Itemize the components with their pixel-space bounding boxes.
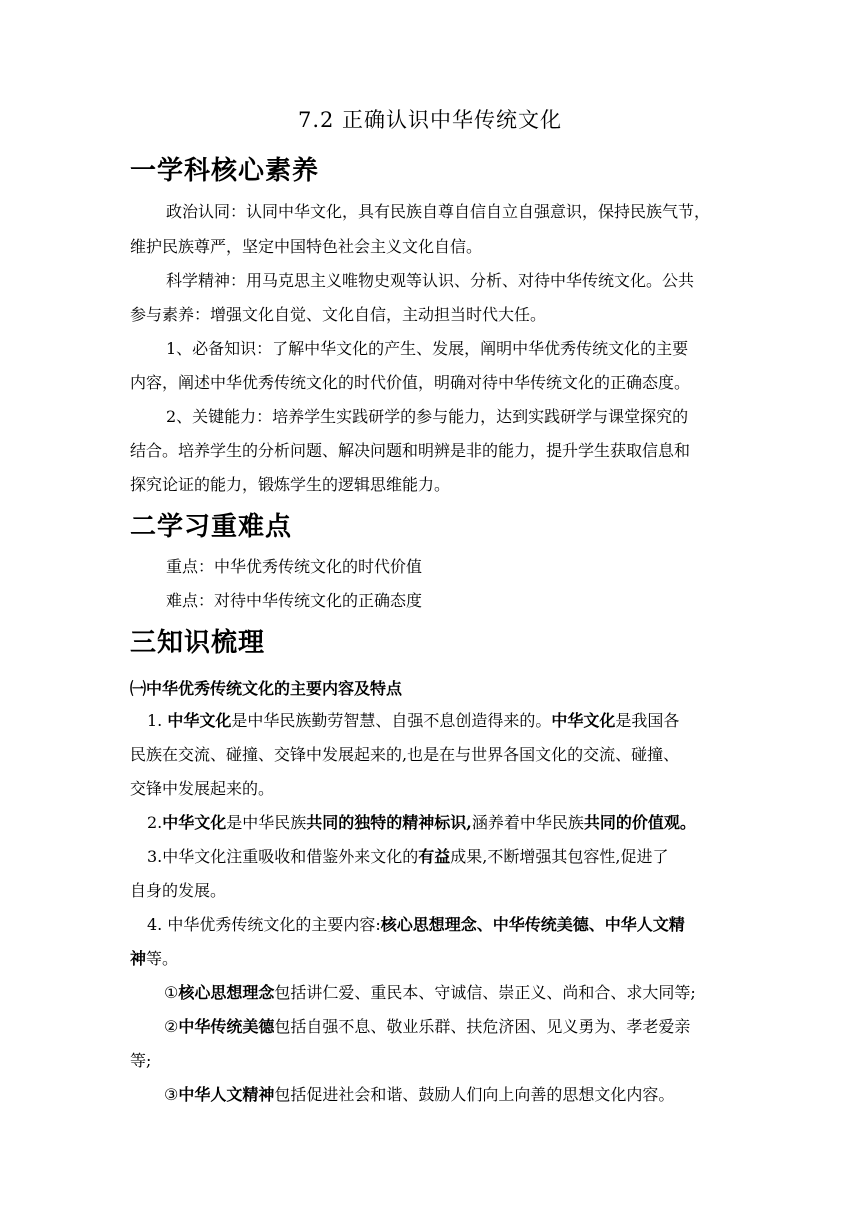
- bold-term: 中华人文精神: [178, 1085, 275, 1104]
- paragraph-line: 2、关键能力：培养学生实践研学的参与能力，达到实践研学与课堂探究的: [166, 407, 689, 426]
- text-run: 包括讲仁爱、重民本、守诚信、崇正义、尚和合、求大同等;: [274, 983, 696, 1002]
- text-run: 是中华民族: [226, 813, 307, 832]
- document-title: 7.2 正确认识中华传统文化: [297, 108, 563, 132]
- paragraph-line: 结合。培养学生的分析问题、解决问题和明辨是非的能力，提升学生获取信息和: [130, 441, 691, 460]
- paragraph-line: 维护民族尊严，坚定中国特色社会主义文化自信。: [130, 237, 483, 256]
- text-run: 4. 中华优秀传统文化的主要内容:: [147, 915, 381, 934]
- paragraph-line: 探究论证的能力，锻炼学生的逻辑思维能力。: [130, 475, 451, 494]
- bold-term: 有益: [418, 847, 451, 866]
- paragraph-line: 政治认同：认同中华文化，具有民族自尊自信自立自强意识，保持民族气节，: [166, 202, 711, 221]
- text-run: 涵养着中华民族: [471, 813, 584, 832]
- paragraph-line: [164, 1085, 674, 1105]
- paragraph-line: 参与素养：增强文化自觉、文化自信，主动担当时代大任。: [130, 305, 547, 324]
- paragraph-line: [164, 983, 696, 1003]
- text-run: 是中华民族勤劳智慧、自强不息创造得来的。: [231, 711, 552, 730]
- text-run: 3.中华文化注重吸收和借鉴外来文化的: [147, 847, 419, 866]
- text-run: 包括促进社会和谐、鼓励人们向上向善的思想文化内容。: [274, 1085, 675, 1104]
- bold-term: 共同的独特的精神标识,: [306, 813, 472, 832]
- bold-term: 核心思想理念: [178, 983, 275, 1002]
- bold-term: 中华文化: [551, 711, 616, 730]
- bold-term: 中华文化: [167, 711, 232, 730]
- paragraph-line: 交锋中发展起来的。: [130, 779, 275, 798]
- text-run: 2.: [147, 813, 163, 832]
- text-run: 是我国各: [615, 711, 680, 730]
- text-run: ③: [164, 1085, 179, 1104]
- text-run: ②: [164, 1017, 179, 1036]
- text-run: 包括自强不息、敬业乐群、扶危济困、见义勇为、孝老爱亲: [274, 1017, 691, 1036]
- section-heading-core-literacy: 一学科核心素养: [130, 156, 320, 186]
- paragraph-line: 自身的发展。: [130, 881, 227, 900]
- paragraph-line: 科学精神：用马克思主义唯物史观等认识、分析、对待中华传统文化。公共: [166, 271, 695, 290]
- bold-term: 核心思想理念、中华传统美德、中华人文精: [380, 915, 685, 934]
- paragraph-line: 民族在交流、碰撞、交锋中发展起来的,也是在与世界各国文化的交流、碰撞、: [130, 745, 680, 764]
- paragraph-line: [164, 1017, 690, 1037]
- paragraph-line: [147, 915, 685, 935]
- paragraph-line: 重点：中华优秀传统文化的时代价值: [166, 557, 423, 576]
- bold-term: 中华传统美德: [178, 1017, 275, 1036]
- paragraph-line: 等;: [130, 1051, 152, 1070]
- text-run: ①: [164, 983, 179, 1002]
- section-heading-knowledge: 三知识梳理: [130, 628, 266, 658]
- paragraph-line: [147, 847, 668, 867]
- paragraph-line: [130, 949, 178, 969]
- text-run: 等。: [146, 949, 179, 968]
- text-run: 1.: [147, 711, 168, 730]
- paragraph-line: 1、必备知识：了解中华文化的产生、发展，阐明中华优秀传统文化的主要: [166, 339, 689, 358]
- paragraph-line: 内容，阐述中华优秀传统文化的时代价值，明确对待中华传统文化的正确态度。: [130, 373, 691, 392]
- text-run: 成果,不断增强其包容性,促进了: [450, 847, 669, 866]
- bold-term: 中华文化: [162, 813, 227, 832]
- paragraph-line: [147, 711, 679, 731]
- bold-term: 共同的价值观。: [583, 813, 696, 832]
- paragraph-line: [147, 813, 696, 833]
- subsection-heading: ㈠中华优秀传统文化的主要内容及特点: [130, 679, 403, 698]
- section-heading-key-points: 二学习重难点: [130, 512, 293, 542]
- paragraph-line: 难点：对待中华传统文化的正确态度: [166, 591, 423, 610]
- bold-term: 神: [130, 949, 147, 968]
